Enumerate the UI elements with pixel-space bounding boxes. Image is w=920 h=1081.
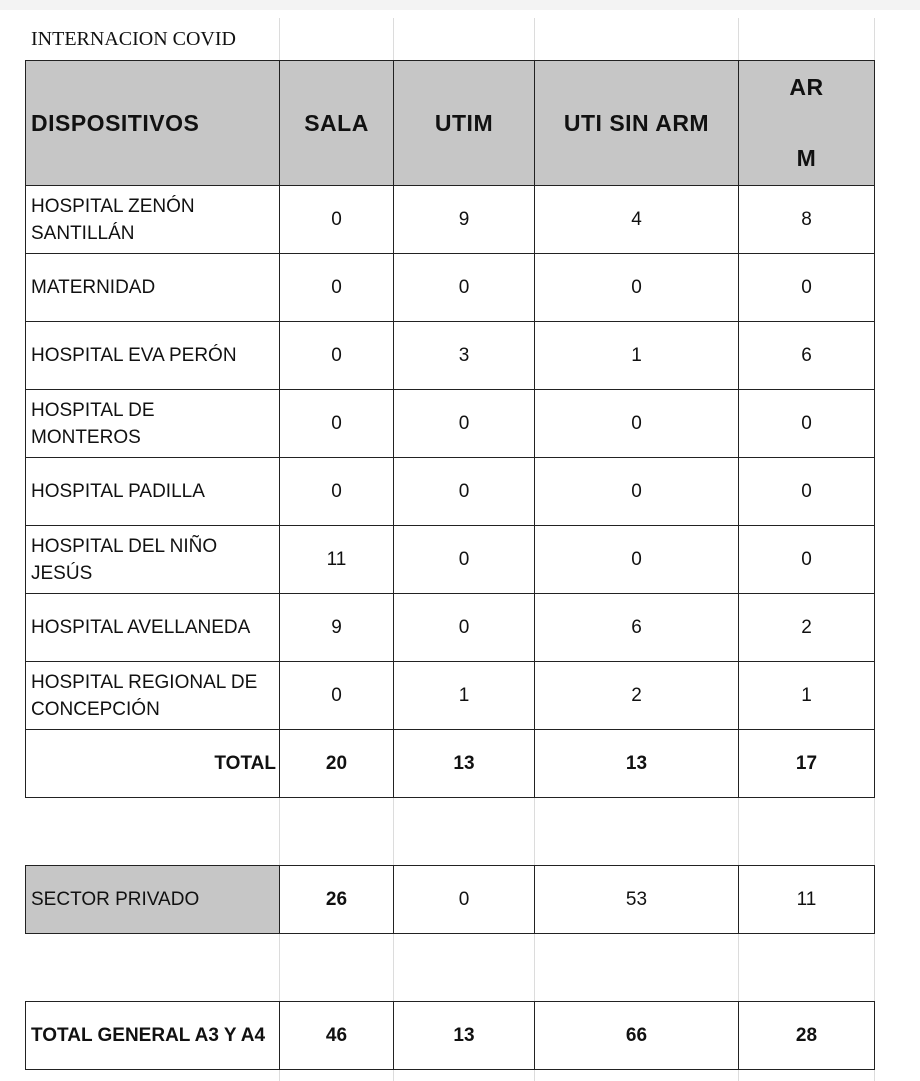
- device-name-line: HOSPITAL DEL NIÑO: [31, 535, 218, 557]
- value-arm: 6: [739, 322, 875, 390]
- table-row: [26, 390, 875, 458]
- table-row: [26, 594, 875, 662]
- value-arm: 0: [739, 390, 875, 458]
- value-uti-sin-arm: 4: [535, 186, 739, 254]
- value-arm: 2: [739, 594, 875, 662]
- grand-total-utim: 13: [394, 1002, 535, 1070]
- value-utim: 3: [394, 322, 535, 390]
- spacer-cell: [535, 934, 739, 1002]
- value-sala: 0: [280, 322, 394, 390]
- value-uti-sin-arm: 0: [535, 526, 739, 594]
- device-name-line: HOSPITAL ZENÓN: [31, 195, 195, 217]
- value-sala: 0: [280, 458, 394, 526]
- header-arm-line2: M: [796, 145, 817, 171]
- header-uti-sin-arm: UTI SIN ARM: [535, 61, 739, 186]
- value-arm: 0: [739, 254, 875, 322]
- private-utim: 0: [394, 866, 535, 934]
- device-name-cell: [26, 458, 280, 526]
- value-uti-sin-arm: 2: [535, 662, 739, 730]
- device-name-line: HOSPITAL AVELLANEDA: [31, 617, 251, 638]
- value-sala: 9: [280, 594, 394, 662]
- header-dispositivos: DISPOSITIVOS: [26, 61, 280, 186]
- value-uti-sin-arm: 0: [535, 458, 739, 526]
- header-utim: UTIM: [394, 61, 535, 186]
- spacer-row: [26, 798, 875, 866]
- table-row: [26, 526, 875, 594]
- device-name-line: HOSPITAL REGIONAL DE: [31, 671, 258, 693]
- private-label: SECTOR PRIVADO: [26, 866, 280, 934]
- device-name-line: SANTILLÁN: [31, 222, 135, 244]
- device-name-cell: [26, 662, 280, 730]
- private-sala: 26: [280, 866, 394, 934]
- grand-total-uti-sin-arm: 66: [535, 1002, 739, 1070]
- sheet-caption: INTERNACION COVID: [31, 28, 236, 50]
- table-row: [26, 254, 875, 322]
- value-arm: 1: [739, 662, 875, 730]
- device-name-line: CONCEPCIÓN: [31, 698, 160, 720]
- device-name-cell: [26, 594, 280, 662]
- device-name-cell: [26, 526, 280, 594]
- device-name-cell: [26, 254, 280, 322]
- value-utim: 0: [394, 526, 535, 594]
- private-uti-sin-arm: 53: [535, 866, 739, 934]
- value-sala: 0: [280, 390, 394, 458]
- value-utim: 0: [394, 458, 535, 526]
- grand-total-sala: 46: [280, 1002, 394, 1070]
- header-arm-line1: AR: [789, 74, 824, 100]
- device-name-line: MATERNIDAD: [31, 277, 156, 298]
- value-utim: 0: [394, 254, 535, 322]
- table-row: [26, 322, 875, 390]
- total-label: TOTAL: [26, 730, 280, 798]
- spacer-cell: [535, 798, 739, 866]
- value-uti-sin-arm: 0: [535, 254, 739, 322]
- value-arm: 0: [739, 526, 875, 594]
- top-strip: [0, 0, 920, 10]
- header-sala: SALA: [280, 61, 394, 186]
- spacer-row: [26, 934, 875, 1002]
- private-arm: 11: [739, 866, 875, 934]
- device-name-cell: [26, 186, 280, 254]
- grand-total-arm: 28: [739, 1002, 875, 1070]
- value-arm: 0: [739, 458, 875, 526]
- value-utim: 0: [394, 594, 535, 662]
- total-arm: 17: [739, 730, 875, 798]
- total-sala: 20: [280, 730, 394, 798]
- table-row: [26, 458, 875, 526]
- header-arm: [739, 61, 875, 186]
- table-row: [26, 662, 875, 730]
- value-sala: 0: [280, 662, 394, 730]
- value-arm: 8: [739, 186, 875, 254]
- device-name-line: HOSPITAL EVA PERÓN: [31, 345, 237, 366]
- device-name-line: HOSPITAL DE: [31, 399, 155, 421]
- value-sala: 0: [280, 254, 394, 322]
- device-name-line: JESÚS: [31, 562, 93, 584]
- spacer-cell: [739, 934, 875, 1002]
- grand-total-label: TOTAL GENERAL A3 Y A4: [26, 1002, 280, 1070]
- value-utim: 9: [394, 186, 535, 254]
- spacer-cell: [280, 798, 394, 866]
- total-uti-sin-arm: 13: [535, 730, 739, 798]
- spacer-cell: [280, 934, 394, 1002]
- total-row: [26, 730, 875, 798]
- value-uti-sin-arm: 1: [535, 322, 739, 390]
- private-sector-row: [26, 866, 875, 934]
- total-utim: 13: [394, 730, 535, 798]
- grand-total-row: [26, 1002, 875, 1070]
- spacer-cell: [394, 798, 535, 866]
- value-uti-sin-arm: 0: [535, 390, 739, 458]
- spacer-cell: [26, 798, 280, 866]
- value-utim: 0: [394, 390, 535, 458]
- device-name-cell: [26, 390, 280, 458]
- value-sala: 0: [280, 186, 394, 254]
- spacer-cell: [26, 934, 280, 1002]
- value-sala: 11: [280, 526, 394, 594]
- device-name-line: HOSPITAL PADILLA: [31, 481, 205, 502]
- header-row: [26, 61, 875, 186]
- device-name-cell: [26, 322, 280, 390]
- value-uti-sin-arm: 6: [535, 594, 739, 662]
- covid-internment-table: [25, 60, 875, 1070]
- table-row: [26, 186, 875, 254]
- spacer-cell: [394, 934, 535, 1002]
- device-name-line: MONTEROS: [31, 426, 141, 448]
- spacer-cell: [739, 798, 875, 866]
- value-utim: 1: [394, 662, 535, 730]
